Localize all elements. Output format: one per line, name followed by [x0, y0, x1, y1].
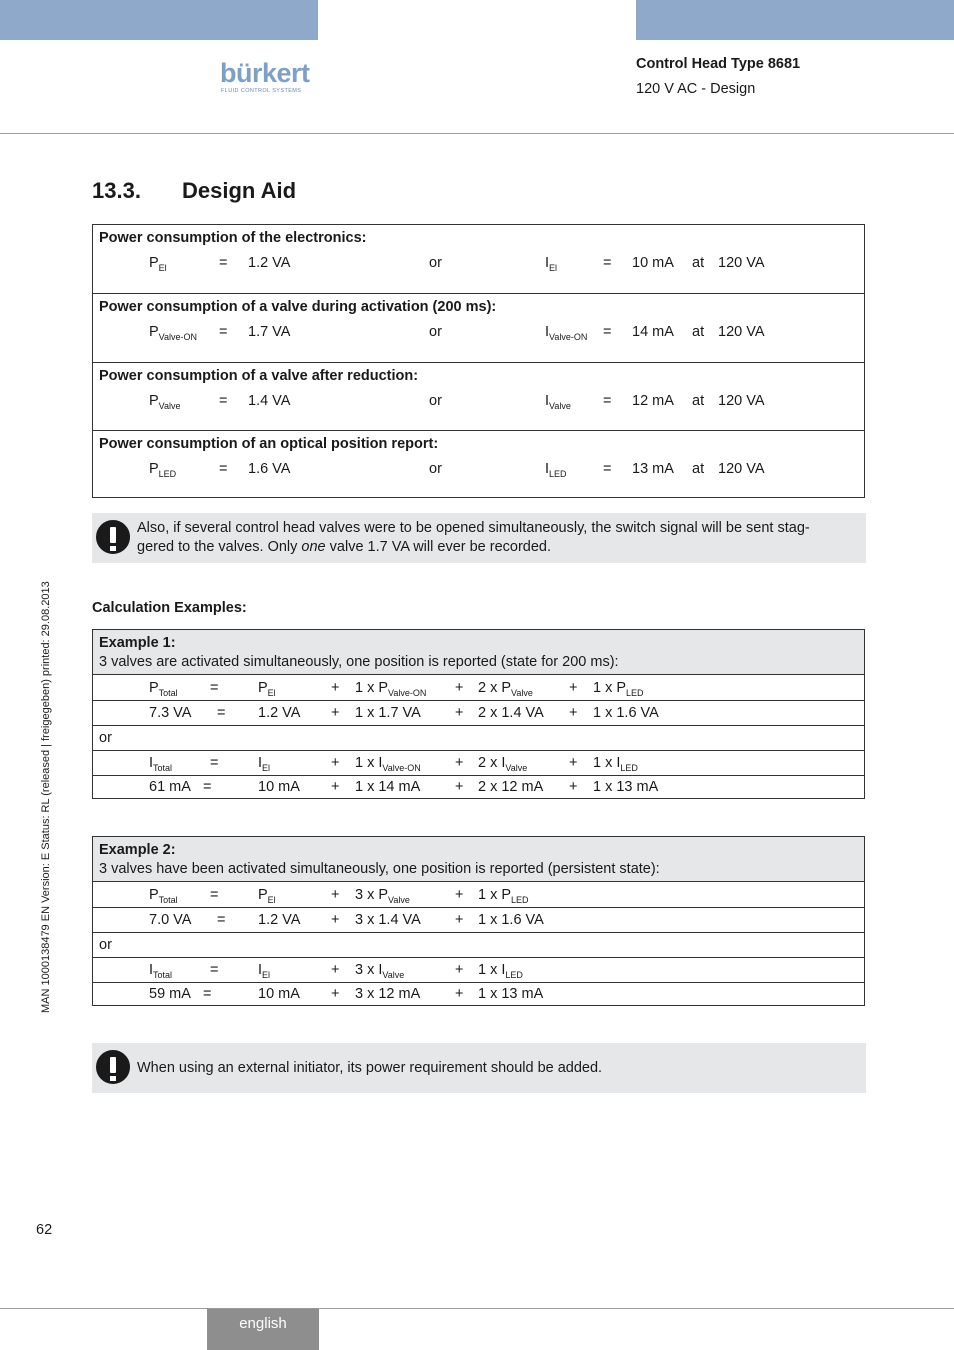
current-symbol: $I_{LED}$: [545, 461, 567, 479]
power-row-heading: Power consumption of a valve during activation (200 ms):: [99, 299, 497, 315]
or-text: or: [429, 324, 442, 340]
equals-sign: =: [219, 324, 228, 340]
formula-term: $P_{El}$: [258, 680, 276, 698]
plus-sign: +: [331, 755, 340, 771]
document-subtitle: 120 V AC - Design: [636, 81, 756, 97]
or-row: [93, 725, 864, 750]
document-title: Control Head Type 8681: [636, 56, 801, 72]
formula-lhs: $I_{Total}$: [149, 962, 173, 980]
calculation-examples-heading: Calculation Examples:: [92, 600, 247, 616]
value-term: 1.2 VA: [258, 705, 301, 721]
value-lhs: 7.3 VA: [149, 705, 192, 721]
formula-row: [93, 750, 864, 775]
note-line: Also, if several control head valves were to be opened simultaneously, the switch signal will be sent stag-: [137, 520, 810, 536]
formula-lhs: $P_{Total}$: [149, 680, 178, 698]
plus-sign: +: [331, 705, 340, 721]
equals-sign: =: [603, 461, 612, 477]
example-title: Example 2:: [99, 842, 176, 858]
equals-sign: =: [210, 962, 219, 978]
example-title: Example 1:: [99, 635, 176, 651]
at-text: at: [692, 324, 705, 340]
power-row-heading: Power consumption of a valve after reduction:: [99, 368, 419, 384]
power-symbol: $P_{Valve-ON}$: [149, 324, 198, 342]
power-row: [93, 293, 864, 362]
at-text: at: [692, 393, 705, 409]
value-term: 3 x 12 mA: [355, 986, 421, 1002]
equals-sign: =: [210, 887, 219, 903]
value-term: 1 x 13 mA: [593, 779, 659, 795]
values-row: [93, 982, 864, 1005]
equals-sign: =: [219, 393, 228, 409]
warning-note: [92, 513, 866, 563]
power-symbol: $P_{Valve}$: [149, 393, 181, 411]
power-row: [93, 430, 864, 497]
formula-term: 3 x $P_{Valve}$: [355, 887, 410, 905]
voltage-value: 120 VA: [718, 324, 765, 340]
equals-sign: =: [203, 779, 212, 795]
equals-sign: =: [217, 705, 226, 721]
example-header: [93, 837, 864, 881]
plus-sign: +: [569, 755, 578, 771]
value-term: 10 mA: [258, 779, 300, 795]
equals-sign: =: [210, 755, 219, 771]
current-value: 14 mA: [632, 324, 674, 340]
section-heading: [92, 178, 296, 204]
or-row: [93, 932, 864, 957]
formula-term: 1 x $I_{Valve-ON}$: [355, 755, 421, 773]
plus-sign: +: [331, 962, 340, 978]
exclamation-icon: [94, 1048, 132, 1086]
power-value: 1.4 VA: [248, 393, 291, 409]
formula-term: 1 x $I_{LED}$: [593, 755, 638, 773]
current-value: 12 mA: [632, 393, 674, 409]
plus-sign: +: [569, 779, 578, 795]
or-text: or: [99, 937, 112, 953]
equals-sign: =: [603, 324, 612, 340]
value-term: 1 x 1.6 VA: [593, 705, 659, 721]
warning-note: [92, 1043, 866, 1093]
plus-sign: +: [331, 912, 340, 928]
current-symbol: $I_{Valve}$: [545, 393, 571, 411]
page-number: 62: [36, 1222, 53, 1238]
section-number: 13.3.: [92, 178, 141, 203]
plus-sign: +: [455, 962, 464, 978]
value-term: 1.2 VA: [258, 912, 301, 928]
formula-row: [93, 957, 864, 982]
power-consumption-table: [92, 224, 865, 498]
formula-term: 2 x $I_{Valve}$: [478, 755, 528, 773]
footer-divider: [0, 1308, 954, 1309]
equals-sign: =: [210, 680, 219, 696]
equals-sign: =: [217, 912, 226, 928]
value-term: 3 x 1.4 VA: [355, 912, 421, 928]
formula-term: $I_{El}$: [258, 755, 271, 773]
note-line: gered to the valves. Only one valve 1.7 VA will ever be recorded.: [137, 539, 552, 555]
equals-sign: =: [219, 255, 228, 271]
value-lhs: 59 mA: [149, 986, 191, 1002]
burkert-logo: [220, 56, 320, 96]
power-value: 1.6 VA: [248, 461, 291, 477]
or-text: or: [429, 393, 442, 409]
current-symbol: $I_{Valve-ON}$: [545, 324, 588, 342]
value-term: 1 x 13 mA: [478, 986, 544, 1002]
value-lhs: 61 mA: [149, 779, 191, 795]
formula-term: 2 x $P_{Valve}$: [478, 680, 533, 698]
or-text: or: [99, 730, 112, 746]
value-term: 2 x 1.4 VA: [478, 705, 544, 721]
formula-lhs: $P_{Total}$: [149, 887, 178, 905]
current-value: 13 mA: [632, 461, 674, 477]
formula-term: $I_{El}$: [258, 962, 271, 980]
header-divider: [0, 133, 954, 134]
header-accent-bar-right: [636, 0, 954, 40]
warning-note-text: [137, 519, 810, 557]
logo-wordmark: bürkert: [220, 58, 310, 88]
plus-sign: +: [455, 779, 464, 795]
formula-lhs: $I_{Total}$: [149, 755, 173, 773]
plus-sign: +: [455, 755, 464, 771]
formula-row: [93, 881, 864, 907]
at-text: at: [692, 255, 705, 271]
value-term: 2 x 12 mA: [478, 779, 544, 795]
power-row-heading: Power consumption of an optical position report:: [99, 436, 439, 452]
or-text: or: [429, 255, 442, 271]
value-term: 1 x 14 mA: [355, 779, 421, 795]
equals-sign: =: [603, 255, 612, 271]
voltage-value: 120 VA: [718, 255, 765, 271]
formula-term: 1 x $P_{Valve-ON}$: [355, 680, 427, 698]
power-symbol: $P_{El}$: [149, 255, 167, 273]
language-tab: english: [207, 1309, 319, 1350]
formula-term: 1 x $I_{LED}$: [478, 962, 523, 980]
at-text: at: [692, 461, 705, 477]
example-header: [93, 630, 864, 674]
values-row: [93, 775, 864, 798]
example-description: 3 valves have been activated simultaneously, one position is reported (persistent state):: [99, 861, 660, 877]
formula-term: 1 x $P_{LED}$: [478, 887, 529, 905]
power-symbol: $P_{LED}$: [149, 461, 177, 479]
plus-sign: +: [331, 680, 340, 696]
exclamation-icon: [94, 518, 132, 556]
plus-sign: +: [455, 986, 464, 1002]
plus-sign: +: [455, 887, 464, 903]
current-symbol: $I_{El}$: [545, 255, 558, 273]
values-row: [93, 700, 864, 725]
power-row: [93, 362, 864, 430]
formula-term: 1 x $P_{LED}$: [593, 680, 644, 698]
value-term: 1 x 1.7 VA: [355, 705, 421, 721]
plus-sign: +: [569, 705, 578, 721]
or-text: or: [429, 461, 442, 477]
voltage-value: 120 VA: [718, 461, 765, 477]
plus-sign: +: [331, 986, 340, 1002]
power-value: 1.7 VA: [248, 324, 291, 340]
formula-term: 3 x $I_{Valve}$: [355, 962, 405, 980]
header-accent-bar-left: [0, 0, 318, 40]
formula-row: [93, 674, 864, 700]
equals-sign: =: [203, 986, 212, 1002]
power-row-heading: Power consumption of the electronics:: [99, 230, 367, 246]
plus-sign: +: [331, 779, 340, 795]
power-row: [93, 225, 864, 293]
logo-tagline: FLUID CONTROL SYSTEMS: [221, 88, 302, 94]
plus-sign: +: [455, 705, 464, 721]
value-term: 1 x 1.6 VA: [478, 912, 544, 928]
formula-term: $P_{El}$: [258, 887, 276, 905]
voltage-value: 120 VA: [718, 393, 765, 409]
power-value: 1.2 VA: [248, 255, 291, 271]
current-value: 10 mA: [632, 255, 674, 271]
example-2-table: [92, 836, 865, 1006]
plus-sign: +: [331, 887, 340, 903]
value-lhs: 7.0 VA: [149, 912, 192, 928]
value-term: 10 mA: [258, 986, 300, 1002]
section-title: Design Aid: [182, 178, 297, 203]
plus-sign: +: [455, 912, 464, 928]
plus-sign: +: [455, 680, 464, 696]
example-1-table: [92, 629, 865, 799]
document-metadata-sidebar: MAN 1000138479 EN Version: E Status: RL (released | freigegeben) printed: 29.08.2013: [40, 581, 52, 1013]
warning-note-text: When using an external initiator, its power requirement should be added.: [137, 1060, 603, 1076]
example-description: 3 valves are activated simultaneously, one position is reported (state for 200 ms):: [99, 654, 619, 670]
equals-sign: =: [219, 461, 228, 477]
plus-sign: +: [569, 680, 578, 696]
equals-sign: =: [603, 393, 612, 409]
values-row: [93, 907, 864, 932]
